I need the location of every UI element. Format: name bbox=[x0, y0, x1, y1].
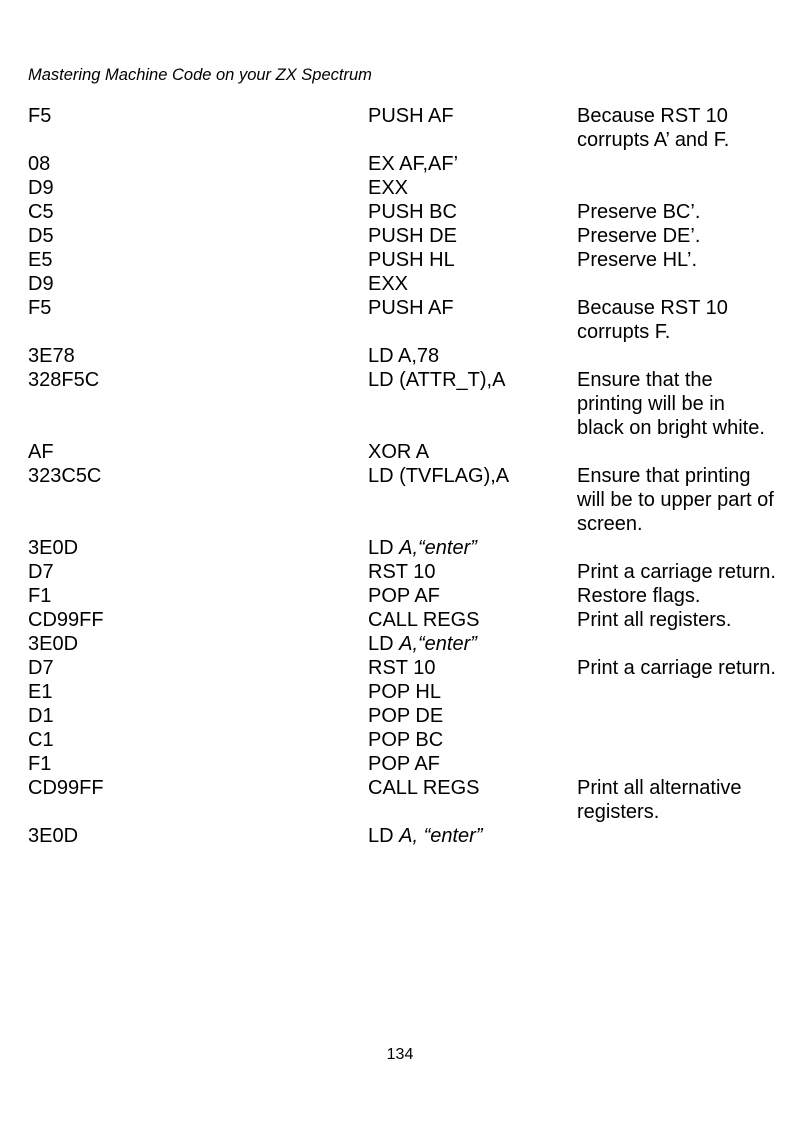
listing-row bbox=[28, 104, 788, 152]
assembly-instruction bbox=[368, 296, 577, 320]
instruction-text: LD bbox=[368, 825, 400, 847]
listing-row bbox=[28, 560, 788, 584]
listing-row bbox=[28, 248, 788, 272]
instruction-text: RST 10 bbox=[368, 561, 436, 583]
assembly-instruction bbox=[368, 656, 577, 680]
assembly-instruction bbox=[368, 152, 577, 176]
listing-row bbox=[28, 464, 788, 536]
comment: Preserve BC’. bbox=[577, 201, 701, 223]
instruction-operand-italic: A,“enter” bbox=[399, 633, 477, 655]
assembly-instruction bbox=[368, 440, 577, 464]
instruction-text: POP DE bbox=[368, 705, 444, 727]
comment: Preserve DE’. bbox=[577, 225, 701, 247]
instruction-text: LD A,78 bbox=[368, 345, 440, 367]
hex-code: 08 bbox=[28, 153, 51, 175]
listing-row bbox=[28, 656, 788, 680]
hex-code: AF bbox=[28, 441, 54, 463]
instruction-text: EXX bbox=[368, 273, 409, 295]
comment: Ensure that printing will be to upper part of screen. bbox=[577, 465, 774, 535]
listing-row bbox=[28, 584, 788, 608]
listing-row bbox=[28, 176, 788, 200]
instruction-text: XOR A bbox=[368, 441, 430, 463]
hex-code: F5 bbox=[28, 105, 52, 127]
listing-row bbox=[28, 152, 788, 176]
instruction-text: LD bbox=[368, 537, 400, 559]
assembly-instruction bbox=[368, 272, 577, 296]
instruction-operand-italic: A,“enter” bbox=[399, 537, 477, 559]
comment: Print all registers. bbox=[577, 609, 732, 631]
assembly-instruction bbox=[368, 176, 577, 200]
instruction-text: POP BC bbox=[368, 729, 444, 751]
listing-row bbox=[28, 704, 788, 728]
hex-code: D9 bbox=[28, 273, 54, 295]
listing-row bbox=[28, 440, 788, 464]
hex-code: D9 bbox=[28, 177, 54, 199]
instruction-text: POP AF bbox=[368, 585, 440, 607]
comment: Print a carriage return. bbox=[577, 561, 776, 583]
instruction-text: CALL REGS bbox=[368, 777, 480, 799]
comment: Ensure that the printing will be in black on bright white. bbox=[577, 369, 765, 439]
listing-row bbox=[28, 608, 788, 632]
instruction-text: PUSH AF bbox=[368, 105, 454, 127]
hex-code: D5 bbox=[28, 225, 54, 247]
instruction-text: PUSH HL bbox=[368, 249, 455, 271]
hex-code: E5 bbox=[28, 249, 53, 271]
page-number: 134 bbox=[386, 1046, 414, 1063]
instruction-text: POP HL bbox=[368, 681, 441, 703]
hex-code: D1 bbox=[28, 705, 54, 727]
assembly-instruction bbox=[368, 464, 577, 488]
assembly-instruction bbox=[368, 536, 577, 560]
comment: Print a carriage return. bbox=[577, 657, 776, 679]
hex-code: 328F5C bbox=[28, 369, 100, 391]
assembly-instruction bbox=[368, 704, 577, 728]
listing-row bbox=[28, 536, 788, 560]
hex-code: D7 bbox=[28, 561, 54, 583]
hex-code: CD99FF bbox=[28, 609, 104, 631]
listing-row bbox=[28, 224, 788, 248]
assembly-instruction bbox=[368, 248, 577, 272]
hex-code: 3E0D bbox=[28, 537, 79, 559]
instruction-text: PUSH AF bbox=[368, 297, 454, 319]
code-listing bbox=[28, 104, 788, 848]
listing-row bbox=[28, 752, 788, 776]
comment: Because RST 10 corrupts A’ and F. bbox=[577, 105, 730, 151]
hex-code: 3E0D bbox=[28, 633, 79, 655]
instruction-text: EXX bbox=[368, 177, 409, 199]
listing-row bbox=[28, 776, 788, 824]
listing-row bbox=[28, 368, 788, 440]
instruction-text: POP AF bbox=[368, 753, 440, 775]
instruction-text: RST 10 bbox=[368, 657, 436, 679]
instruction-text: PUSH DE bbox=[368, 225, 457, 247]
hex-code: 3E78 bbox=[28, 345, 75, 367]
instruction-text: LD bbox=[368, 633, 400, 655]
listing-row bbox=[28, 272, 788, 296]
hex-code: C1 bbox=[28, 729, 54, 751]
assembly-instruction bbox=[368, 824, 577, 848]
assembly-instruction bbox=[368, 584, 577, 608]
hex-code: D7 bbox=[28, 657, 54, 679]
assembly-instruction bbox=[368, 344, 577, 368]
instruction-text: LD (TVFLAG),A bbox=[368, 465, 510, 487]
comment: Preserve HL’. bbox=[577, 249, 698, 271]
hex-code: F1 bbox=[28, 585, 52, 607]
assembly-instruction bbox=[368, 608, 577, 632]
instruction-text: LD (ATTR_T),A bbox=[368, 369, 506, 391]
instruction-text: PUSH BC bbox=[368, 201, 457, 223]
listing-row bbox=[28, 296, 788, 344]
hex-code: C5 bbox=[28, 201, 54, 223]
listing-row bbox=[28, 200, 788, 224]
comment: Print all alternative registers. bbox=[577, 777, 742, 823]
listing-row bbox=[28, 728, 788, 752]
hex-code: F1 bbox=[28, 753, 52, 775]
assembly-instruction bbox=[368, 104, 577, 128]
page-header-title: Mastering Machine Code on your ZX Spectrum bbox=[28, 66, 372, 84]
hex-code: F5 bbox=[28, 297, 52, 319]
comment: Because RST 10 corrupts F. bbox=[577, 297, 728, 343]
assembly-instruction bbox=[368, 752, 577, 776]
listing-row bbox=[28, 344, 788, 368]
listing-row bbox=[28, 680, 788, 704]
assembly-instruction bbox=[368, 728, 577, 752]
assembly-instruction bbox=[368, 680, 577, 704]
assembly-instruction bbox=[368, 368, 577, 392]
instruction-operand-italic: A, “enter” bbox=[399, 825, 483, 847]
hex-code: 3E0D bbox=[28, 825, 79, 847]
listing-row bbox=[28, 632, 788, 656]
instruction-text: EX AF,AF’ bbox=[368, 153, 459, 175]
listing-row bbox=[28, 824, 788, 848]
assembly-instruction bbox=[368, 224, 577, 248]
assembly-instruction bbox=[368, 776, 577, 800]
comment: Restore flags. bbox=[577, 585, 701, 607]
hex-code: CD99FF bbox=[28, 777, 104, 799]
assembly-instruction bbox=[368, 632, 577, 656]
hex-code: 323C5C bbox=[28, 465, 102, 487]
assembly-instruction bbox=[368, 560, 577, 584]
instruction-text: CALL REGS bbox=[368, 609, 480, 631]
hex-code: E1 bbox=[28, 681, 53, 703]
assembly-instruction bbox=[368, 200, 577, 224]
